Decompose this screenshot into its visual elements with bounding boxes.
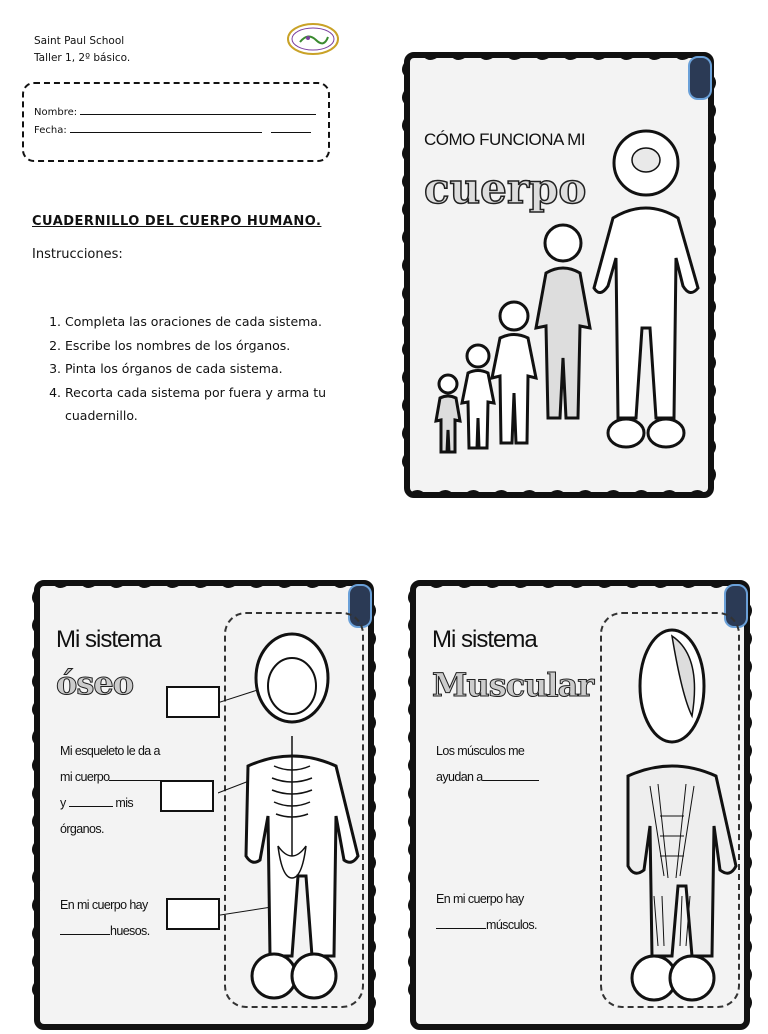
- oseo-subtitle: óseo: [56, 664, 134, 702]
- muscular-blank1[interactable]: [483, 770, 539, 781]
- muscular-blank2[interactable]: [436, 918, 486, 929]
- fecha-field-extra[interactable]: [271, 122, 311, 133]
- skeleton-illustration: [218, 616, 368, 1016]
- organ-label-box[interactable]: [166, 898, 220, 930]
- instruction-item: 4. Recorta cada sistema por fuera y arma tu cuadernillo.: [65, 381, 395, 428]
- document-title: CUADERNILLO DEL CUERPO HUMANO.: [32, 214, 322, 229]
- oseo-title: Mi sistema: [56, 626, 161, 653]
- muscular-subtitle: Muscular: [432, 666, 594, 704]
- oseo-sentence1-b: mi cuerpo: [60, 770, 110, 784]
- muscle-illustration: [602, 616, 742, 1016]
- organ-label-box[interactable]: [160, 780, 214, 812]
- fecha-row: [34, 122, 311, 136]
- instructions-list: [32, 310, 395, 428]
- muscular-card: [410, 580, 750, 1030]
- instruction-item: 2. Escribe los nombres de los órganos.: [65, 334, 395, 358]
- oseo-blank1[interactable]: [109, 770, 165, 781]
- fecha-field[interactable]: [70, 122, 262, 133]
- nombre-field[interactable]: [80, 104, 316, 115]
- school-name: Saint Paul School: [34, 35, 125, 47]
- oseo-sentence1-a: Mi esqueleto le da a: [60, 744, 160, 758]
- oseo-sentence2-a: En mi cuerpo hay: [60, 898, 148, 912]
- oseo-blank2[interactable]: [69, 796, 113, 807]
- muscular-sentence2-b: músculos.: [486, 918, 537, 932]
- muscular-sentence1: [436, 738, 576, 790]
- oseo-sentence1-e: órganos.: [60, 822, 104, 836]
- muscular-title: Mi sistema: [432, 626, 537, 653]
- muscular-sentence2: [436, 886, 576, 938]
- instruction-item: 1. Completa las oraciones de cada sistema.: [65, 310, 395, 334]
- workshop-label: Taller 1, 2º básico.: [34, 52, 131, 64]
- muscular-sentence2-a: En mi cuerpo hay: [436, 892, 524, 906]
- oseo-blank3[interactable]: [60, 924, 110, 935]
- instructions-title: Instrucciones:: [32, 247, 123, 262]
- oseo-sentence2-b: huesos.: [110, 924, 150, 938]
- nombre-row: [34, 104, 316, 118]
- cover-line2: cuerpo: [424, 164, 587, 213]
- muscular-sentence1-a: Los músculos me: [436, 744, 525, 758]
- cover-card: [404, 52, 714, 498]
- oseo-sentence1-c: y: [60, 796, 66, 810]
- oseo-sentence1-d: mis: [115, 796, 134, 810]
- school-logo: [286, 22, 340, 56]
- cover-line1: CÓMO FUNCIONA MI: [424, 130, 586, 149]
- instruction-item: 3. Pinta los órganos de cada sistema.: [65, 357, 395, 381]
- human-growth-illustration: [428, 88, 708, 488]
- fecha-label: Fecha:: [34, 125, 67, 136]
- organ-label-box[interactable]: [166, 686, 220, 718]
- student-info-box: [22, 82, 330, 162]
- muscular-sentence1-b: ayudan a: [436, 770, 483, 784]
- nombre-label: Nombre:: [34, 107, 78, 118]
- oseo-card: [34, 580, 374, 1030]
